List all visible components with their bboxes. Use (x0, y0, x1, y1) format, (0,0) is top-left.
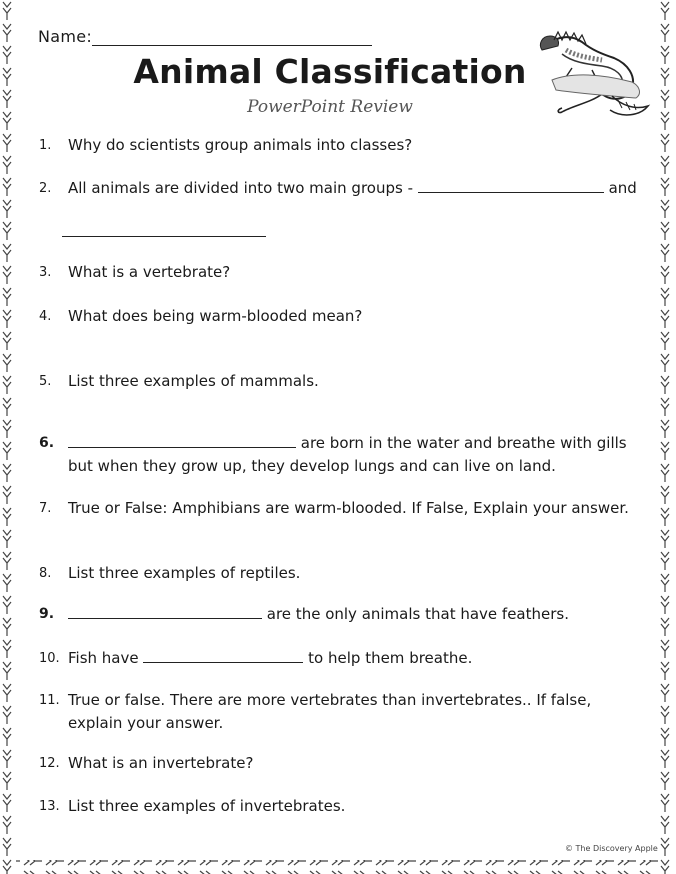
question-number: 4. (39, 309, 52, 324)
question-text: Fish have (68, 649, 139, 667)
question-number: 13. (39, 799, 60, 814)
question-number: 1. (39, 138, 52, 153)
question-text: Why do scientists group animals into classes? (68, 136, 413, 154)
question-text-continued: but when they grow up, they develop lungs and can live on land. (68, 457, 556, 475)
page-subtitle: PowerPoint Review (247, 97, 413, 117)
copyright-footer: © The Discovery Apple (565, 844, 658, 853)
name-field[interactable] (92, 45, 372, 46)
question-text-end: to help them breathe. (308, 649, 473, 667)
answer-blank[interactable] (418, 180, 604, 193)
question-number: 7. (39, 501, 52, 516)
question-number: 10. (39, 651, 60, 666)
question-text-end: and (608, 179, 637, 197)
answer-blank[interactable] (68, 606, 262, 619)
answer-blank[interactable] (68, 435, 296, 448)
question-number: 9. (39, 606, 55, 622)
question-number: 11. (39, 693, 60, 708)
question-text: What is a vertebrate? (68, 263, 231, 281)
name-label: Name: (38, 27, 93, 46)
question-number: 12. (39, 756, 60, 771)
question-text: are born in the water and breathe with gills (300, 434, 627, 452)
question-text: List three examples of reptiles. (68, 564, 301, 582)
question-text-continued: explain your answer. (68, 714, 224, 732)
question-number: 5. (39, 374, 52, 389)
question-number: 6. (39, 435, 55, 451)
question-text: List three examples of invertebrates. (68, 797, 346, 815)
question-text: are the only animals that have feathers. (266, 605, 569, 623)
question-text: All animals are divided into two main groups - (68, 179, 413, 197)
answer-blank[interactable] (143, 650, 303, 663)
question-number: 8. (39, 566, 52, 581)
question-text: List three examples of mammals. (68, 372, 319, 390)
question-text: What does being warm-blooded mean? (68, 307, 363, 325)
iguana-illustration (532, 10, 654, 120)
page-title: Animal Classification (133, 52, 527, 91)
question-text: What is an invertebrate? (68, 754, 254, 772)
question-text: True or False: Amphibians are warm-blooded. If False, Explain your answer. (68, 499, 629, 517)
question-text: True or false. There are more vertebrates than invertebrates.. If false, (68, 691, 592, 709)
answer-blank[interactable] (62, 224, 266, 237)
question-number: 2. (39, 181, 52, 196)
question-number: 3. (39, 265, 52, 280)
